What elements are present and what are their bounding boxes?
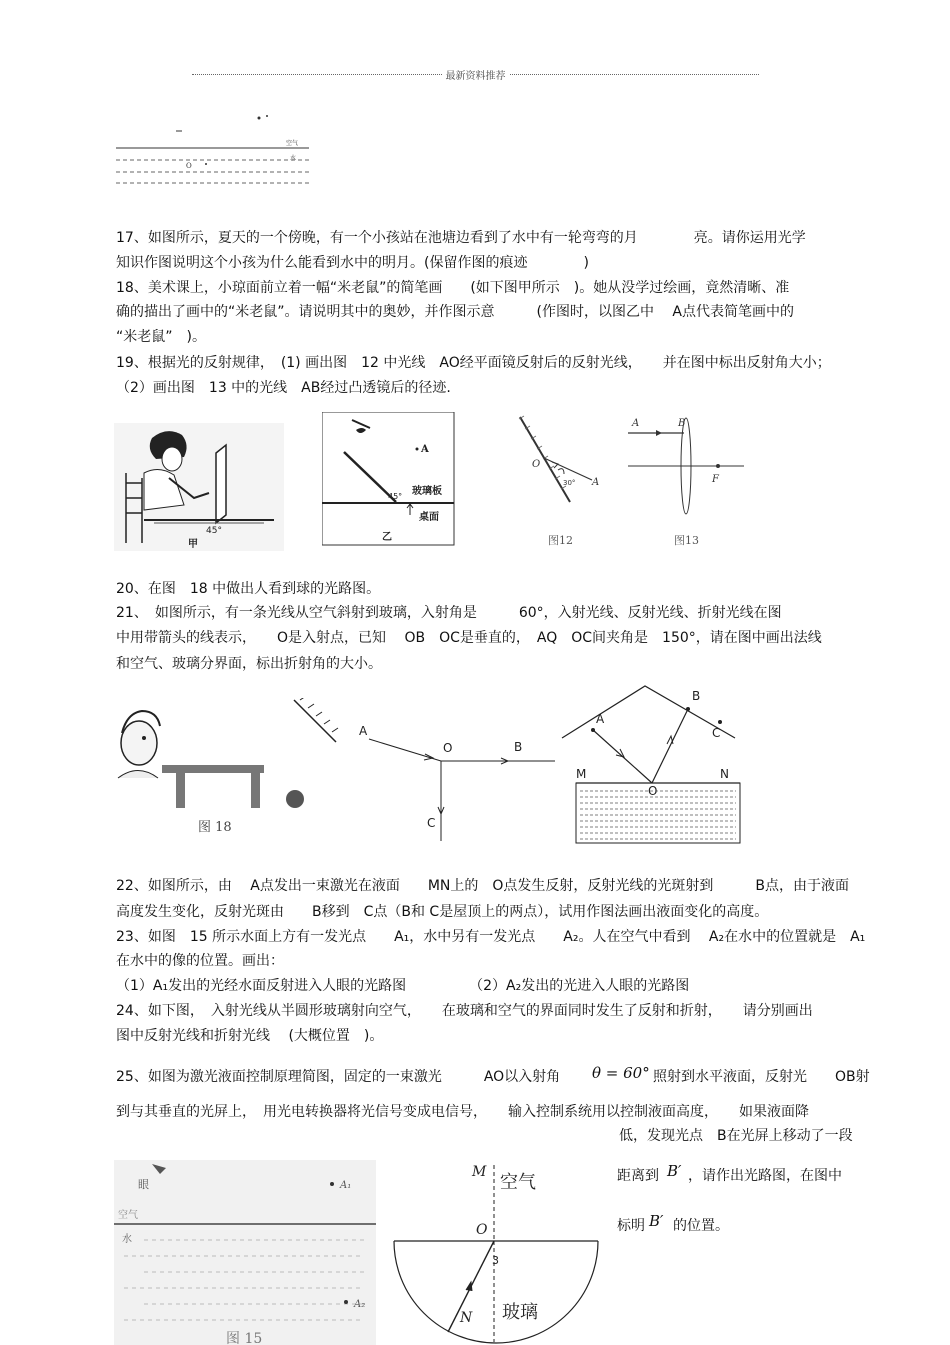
figure-15-water — [114, 1160, 376, 1345]
fig15-air-label: 空气 — [118, 1210, 138, 1221]
fig12-caption: 图12 — [548, 534, 573, 547]
fig15-a2-label: A₂ — [354, 1299, 366, 1310]
header-title: 最新资料推荐 — [445, 70, 506, 82]
q23-line-2: 在水中的像的位置。画出： — [116, 953, 284, 969]
fig22-c-label: C — [712, 726, 721, 740]
fig22-m-label: M — [576, 767, 587, 781]
q25-line-4b: ，请作出光路图，在图中 — [688, 1168, 842, 1184]
fig12-angle-label: 30° — [563, 479, 576, 487]
fig13-caption: 图13 — [674, 534, 699, 547]
q18-line-3: “米老鼠” )。 — [116, 329, 206, 345]
fig22-o-label: O — [648, 784, 658, 798]
q25-line-1a: 25、如图为激光液面控制原理简图，固定的一束激光 AO以入射角 — [116, 1069, 561, 1085]
header-dots-left — [192, 74, 442, 75]
page-header — [188, 66, 763, 82]
figure-jia-girl-drawing — [114, 423, 284, 551]
q21-line-1: 21、 如图所示，有一条光线从空气斜射到玻璃，入射角是 60°，入射光线、反射光线、折射光线在图 — [116, 605, 782, 621]
fig17-label-o: O — [186, 162, 192, 170]
fig24-num-label: 3 — [492, 1254, 499, 1267]
svg-text:空气: 空气 — [286, 140, 299, 147]
fig24-n-label: N — [460, 1310, 473, 1326]
fig21-o-label: O — [443, 741, 453, 755]
fig24-air-label: 空气 — [500, 1172, 536, 1193]
figure-yi-glass-board — [322, 412, 457, 547]
q25-bprime-2: B′ — [649, 1212, 664, 1230]
fig-yi-caption: 乙 — [382, 532, 392, 543]
fig15-caption: 图 15 — [226, 1331, 263, 1345]
fig-jia-angle: 45° — [206, 526, 222, 536]
fig13-b-label: B — [678, 418, 686, 429]
q25-line-4a: 距离到 — [617, 1168, 659, 1184]
q23-line-1: 23、如图 15 所示水面上方有一发光点 A₁，水中另有一发光点 A₂。人在空气中看到 A₂在水中的位置就是 A₁ — [116, 929, 866, 945]
fig22-n-label: N — [720, 767, 729, 781]
figure-12-mirror — [510, 412, 610, 552]
header-dots-right — [510, 74, 760, 75]
fig-yi-board-label: 玻璃板 — [412, 486, 442, 497]
figure-moon-pond — [114, 108, 314, 193]
q25-bprime-1: B′ — [667, 1162, 682, 1180]
q17-line-1: 17、如图所示，夏天的一个傍晚，有一个小孩站在池塘边看到了水中有一轮弯弯的月 亮。请你运用光学 — [116, 230, 806, 246]
fig15-water-label: 水 — [122, 1234, 132, 1245]
q25-line-5b: 的位置。 — [673, 1218, 729, 1234]
fig13-f-label: F — [712, 474, 719, 485]
fig24-o-label: O — [476, 1222, 488, 1238]
q25-line-3: 低，发现光点 B在光屏上移动了一段 — [619, 1128, 853, 1144]
fig24-glass-label: 玻璃 — [502, 1302, 538, 1323]
q24-line-1: 24、如下图， 入射光线从半圆形玻璃射向空气， 在玻璃和空气的界面同时发生了反射和折射， 请分别画出 — [116, 1003, 813, 1019]
q25-line-5a: 标明 — [617, 1218, 645, 1234]
q19-line-1: 19、根据光的反射规律， (1) 画出图 12 中光线 AO经平面镜反射后的反射光线， 并在图中标出反射角大小； — [116, 355, 831, 371]
q21-line-2: 中用带箭头的线表示， O是入射点，已知 OB OC是垂直的， AQ OC间夹角是 150°，请在图中画出法线 — [116, 630, 822, 646]
q25-theta-equation: θ = 60° — [592, 1064, 650, 1082]
fig21-a-label: A — [359, 724, 368, 738]
q25-line-1b: 照射到水平液面，反射光 OB射 — [653, 1069, 870, 1085]
q19-line-2: （2）画出图 13 中的光线 AB经过凸透镜后的径迹. — [116, 380, 451, 396]
fig15-a1-label: A₁ — [340, 1180, 352, 1191]
fig21-c-label: C — [427, 816, 436, 830]
fig12-o-label: O — [532, 459, 541, 470]
q22-line-1: 22、如图所示，由 A点发出一束激光在液面 MN上的 O点发生反射，反射光线的光斑射到 B点，由于液面 — [116, 878, 850, 894]
fig15-eye-label: 眼 — [138, 1178, 149, 1191]
svg-text:水: 水 — [290, 155, 297, 162]
q18-line-2: 确的描出了画中的“米老鼠”。请说明其中的奥妙，并作图示意 (作图时，以图乙中 A点代表简笔画中的 — [116, 304, 794, 320]
q24-line-2: 图中反射光线和折射光线 (大概位置 )。 — [116, 1028, 384, 1044]
fig-yi-angle: 45° — [388, 492, 403, 501]
fig-yi-a-label: A — [421, 444, 429, 455]
fig-jia-caption: 甲 — [188, 539, 198, 550]
q20-line-1: 20、在图 18 中做出人看到球的光路图。 — [116, 581, 381, 597]
fig22-b-label: B — [692, 689, 701, 703]
figure-22-laser-liquid — [560, 683, 745, 848]
fig24-m-label: M — [472, 1164, 487, 1180]
q17-line-2: 知识作图说明这个小孩为什么能看到水中的明月。(保留作图的痕迹 ) — [116, 255, 589, 271]
figure-24-semicircle-glass — [390, 1160, 602, 1345]
fig-yi-desk-label: 桌面 — [419, 512, 439, 523]
fig13-a-label: A — [632, 418, 640, 429]
q18-line-1: 18、美术课上，小琼面前立着一幅“米老鼠”的简笔画 (如下图甲所示 )。她从没学过绘画，竟然清晰、准 — [116, 280, 790, 296]
figure-18-person-ball — [114, 698, 339, 838]
fig22-a-label: A — [596, 712, 605, 726]
figure-13-lens — [622, 412, 747, 552]
q21-line-3: 和空气、玻璃分界面，标出折射角的大小。 — [116, 656, 382, 672]
fig18-caption: 图 18 — [198, 820, 232, 835]
q25-line-2: 到与其垂直的光屏上， 用光电转换器将光信号变成电信号， 输入控制系统用以控制液面高度， 如果液面降 — [116, 1104, 809, 1120]
fig12-a-label: A — [592, 477, 600, 488]
q23-line-3: （1）A₁发出的光经水面反射进入人眼的光路图 （2）A₂发出的光进入人眼的光路图 — [116, 978, 690, 994]
figure-21-rays — [355, 715, 560, 845]
q22-line-2: 高度发生变化，反射光斑由 B移到 C点（B和 C是屋顶上的两点），试用作图法画出液面变化的高度。 — [116, 904, 769, 920]
fig21-b-label: B — [514, 740, 523, 754]
